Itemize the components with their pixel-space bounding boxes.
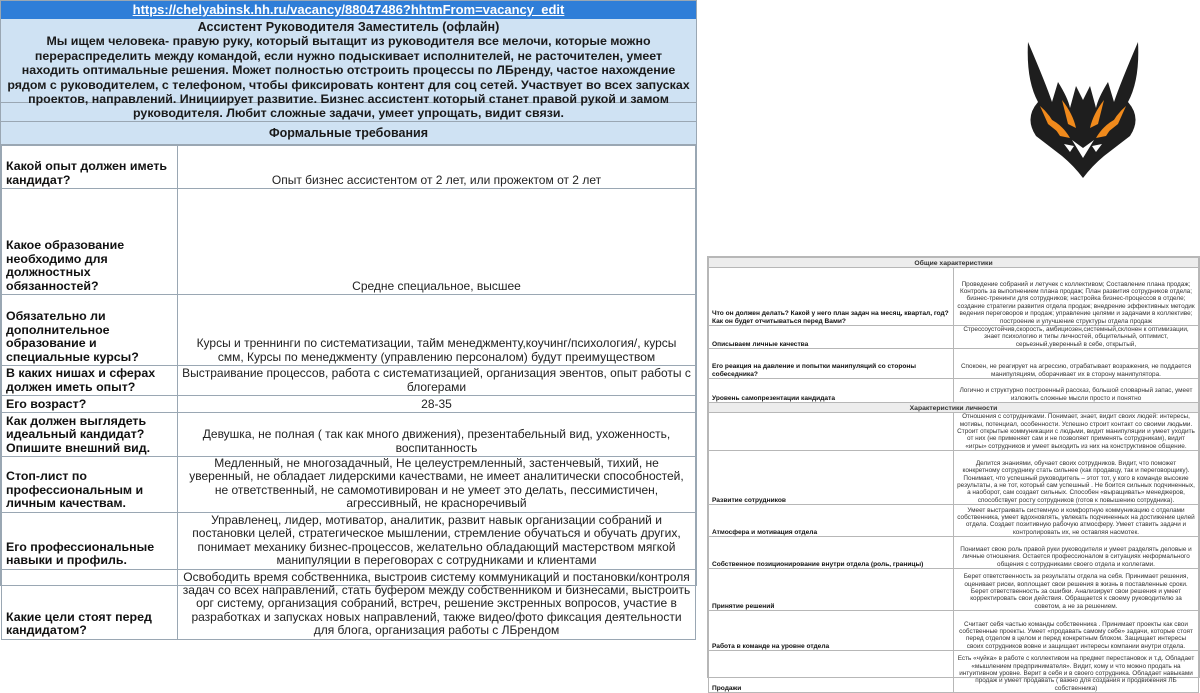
table-row	[2, 146, 696, 189]
answer-cell[interactable]: Есть «чуйка» в работе с коллективом на предмет перестановок и т.д. Обладает «мышлением предпринимателя». Видит, кому и что можно продать на интуитивном уровне. Верит в себя и в своего сотрудника. Обладает навыками продаж и умеет продавать ( важно для создания и продвижения ЛБ собственника)	[954, 651, 1199, 693]
question-cell[interactable]: Уровень самопрезентации кандидата	[709, 379, 954, 403]
table-row	[709, 451, 1199, 505]
answer-cell[interactable]: Считает себя частью команды собственника . Принимает проекты как свои собственные проекты. Умеет «продавать самому себе» задачи, которые стоят перед отделом в целом и перед конкретным блоком. Защищает интересы своих сотрудников вовне и защищает интересы компании внутри отдела.	[954, 611, 1199, 651]
answer-cell[interactable]: Опыт бизнес ассистентом от 2 лет, или прожектом от 2 лет	[178, 146, 696, 189]
answer-cell[interactable]: Стрессоустойчив,скорость, амбициозен,системный,склонен к оптимизации, знает психологию и типы личностей, общительный, оптимист, серьезный,уверенный в себе, открытый,	[954, 326, 1199, 349]
question-cell[interactable]: Как должен выглядеть идеальный кандидат? Опишите внешний вид.	[2, 413, 178, 457]
question-cell[interactable]: Какие цели стоят перед кандидатом?	[2, 569, 178, 639]
question-cell[interactable]: В каких нишах и сферах должен иметь опыт?	[2, 366, 178, 396]
answer-cell[interactable]: Спокоен, не реагирует на агрессию, отрабатывает возражения, не поддается манипуляциям, оборачивает их в сторону манипулятора.	[954, 349, 1199, 379]
section-title: Формальные требования	[1, 122, 696, 145]
question-cell[interactable]: Обязательно ли дополнительное образование и специальные курсы?	[2, 295, 178, 366]
vacancy-description: Мы ищем человека- правую руку, который вытащит из руководителя все мелочи, которые можно перераспределить между командой, если нужно подыскивает исполнителей, не расточителен, умеет находить оптимальные решения. Может полностью отстроить процессы по ЛБренду, частое нахождение рядом с руководителем, с телефоном, чтобы фиксировать контент для соц сетей. Участвует во всех запусках проектов, направлений. Инициирует развитие. Бизнес ассистент который станет правой рукой и замом руководителя. Любит сложные задачи, умеет упрощать, видит связи.	[7, 34, 690, 121]
personal-header: Характеристики личности	[709, 403, 1199, 413]
characteristics-table	[708, 257, 1199, 693]
answer-cell[interactable]: Курсы и треннинги по систематизации, тайм менеджменту,коучинг/психология/, курсы смм, Курсы по менеджменту (управлению персоналом) будут преимуществом	[178, 295, 696, 366]
question-cell[interactable]: Стоп-лист по профессиональным и личным качествам.	[2, 457, 178, 513]
table-row	[709, 569, 1199, 611]
table-row	[2, 189, 696, 295]
question-cell[interactable]: Атмосфера и мотивация отдела	[709, 505, 954, 537]
answer-cell[interactable]: Девушка, не полная ( так как много движения), презентабельный вид, ухоженность, воспитанность	[178, 413, 696, 457]
question-cell[interactable]: Его реакция на давление и попытки манипуляций со стороны собеседника?	[709, 349, 954, 379]
answer-cell[interactable]: Логично и структурно построенный рассказ, большой словарный запас, умеет изложить сложные мысли просто и понятно	[954, 379, 1199, 403]
table-row	[2, 413, 696, 457]
characteristics-sheet	[707, 256, 1200, 692]
question-cell[interactable]: Какое образование необходимо для должностных обязанностей?	[2, 189, 178, 295]
question-cell[interactable]: Продажи	[709, 651, 954, 693]
answer-cell[interactable]: Делится знаниями, обучает своих сотрудников. Видит, что поможет конкретному сотруднику стать сильнее (как продавцу, так и переговорщику). Понимает, что успешный руководитель – этот тот, у кого в команде высокие результаты, а не тот, который сам успешный . Не боится сильных подчиненных, а наоборот, сам создает сильных. Способен «выращивать» менеджеров, способствует росту сотрудников (готов к повышению сотрудника).	[954, 451, 1199, 505]
table-row	[709, 413, 1199, 451]
answer-cell[interactable]: Выстраивание процессов, работа с систематизацией, организация эвентов, опыт работы с блогерами	[178, 366, 696, 396]
table-row	[709, 611, 1199, 651]
question-cell[interactable]: Принятие решений	[709, 569, 954, 611]
answer-cell[interactable]: 28-35	[178, 396, 696, 413]
question-cell[interactable]: Описываем личные качества	[709, 326, 954, 349]
table-row	[2, 457, 696, 513]
question-cell[interactable]: Его профессиональные навыки и профиль.	[2, 512, 178, 569]
vacancy-title: Ассистент Руководителя Заместитель (офлайн)	[197, 20, 500, 34]
table-row	[2, 512, 696, 569]
table-row	[709, 379, 1199, 403]
question-cell[interactable]: Собственное позиционирование внутри отдела (роль, границы)	[709, 537, 954, 569]
question-cell[interactable]: Развитие сотрудников	[709, 451, 954, 505]
requirements-table	[1, 145, 696, 640]
general-header: Общие характеристики	[709, 258, 1199, 268]
answer-cell[interactable]: Управленец, лидер, мотиватор, аналитик, развит навык организации собраний и постановки целей, стратегическое мышлении, стремление обучаться и обучать других, понимает механику бизнес-процессов, желательно обладающий мастерством мягкой манипуляции в переговорах с сотрудниками и клиентами	[178, 512, 696, 569]
table-row	[2, 396, 696, 413]
table-row	[709, 403, 1199, 413]
question-cell[interactable]: Какой опыт должен иметь кандидат?	[2, 146, 178, 189]
answer-cell[interactable]: Медленный, не многозадачный, Не целеустремленный, застенчевый, тихий, не уверенный, не обладает лидерскими качествами, не имеет аналитически способностей, не ответственный, не самомотивирован и не умеет это делать, пессимистичен, агрессивный, не красноречивый	[178, 457, 696, 513]
answer-cell[interactable]: Средне специальное, высшее	[178, 189, 696, 295]
answer-cell[interactable]: Освободить время собственника, выстроив систему коммуникаций и постановки/контроля задач со всех направлений, стать буфером между собственником и бизнесами, выстроить орг систему, организация собраний, встреч, решение экстренных вопросов, участие в разработках и запусках новых направлений, также видео/фото фиксация деятельности для блога, организация работы с ЛБрендом	[178, 569, 696, 639]
question-cell[interactable]	[709, 413, 954, 451]
answer-cell[interactable]: Отношения с сотрудниками. Понимает, знает, видит своих людей: интересы, мотивы, потенциал, особенности. Успешно строит контакт со своими людьми. Строит открытые коммуникации с людьми, видит манипуляции и умеет уходить от них (не применяет сам и не позволяет применять сотрудникам), видит «игры» сотрудников и умеет выходить из них на конструктивное общение.	[954, 413, 1199, 451]
wolf-logo-icon	[1018, 40, 1148, 180]
question-cell[interactable]: Работа в команде на уровне отдела	[709, 611, 954, 651]
table-row	[709, 537, 1199, 569]
table-row	[709, 349, 1199, 379]
answer-cell[interactable]: Умеет выстраивать системную и комфортную коммуникацию с отделами собственника, умеет вдохновлять, увлекать подчиненных на достижение целей отдела. Создает позитивную рабочую атмосферу. Умеет ставить задачи и контролировать их, не оставляя насмотек.	[954, 505, 1199, 537]
answer-cell[interactable]: Проведение собраний и летучек с коллективом; Составление плана продаж; Контроль за выполнением плана продаж; План развития сотрудников отдела; бизнес-тренинги для сотрудников; настройка бизнес-процессов в отделе; создание стратегии развития отдела продаж; внедрение эффективных методик ведения переговоров и продаж; управление целями и задачами в коллективе; построение и улучшение структуры отдела продаж	[954, 268, 1199, 326]
table-row	[709, 326, 1199, 349]
table-row	[709, 258, 1199, 268]
table-row	[709, 651, 1199, 693]
answer-cell[interactable]: Берет ответственность за результаты отдела на себя. Принимает решения, оценивает риски, воплощает свои решения в жизнь в поставленные сроки. Берет ответственность за ошибки. Анализирует свои решения и умеет корректировать свои действия. Обращается к своему руководителю за советом, а не за решением.	[954, 569, 1199, 611]
question-cell[interactable]: Что он должен делать? Какой у него план задач на месяц, квартал, год? Как он будет отчитываться перед Вами?	[709, 268, 954, 326]
table-row	[709, 268, 1199, 326]
vacancy-link[interactable]: https://chelyabinsk.hh.ru/vacancy/88047486?hhtmFrom=vacancy_edit	[1, 1, 696, 19]
question-cell[interactable]: Его возраст?	[2, 396, 178, 413]
vacancy-intro	[1, 19, 696, 121]
table-row	[2, 569, 696, 639]
answer-cell[interactable]: Понимает свою роль правой руки руководителя и умеет разделять деловые и личные отношения. Остается профессионалом в ситуациях неформального общения с сотрудниками своего отдела и коллегами.	[954, 537, 1199, 569]
table-row	[2, 295, 696, 366]
table-row	[709, 505, 1199, 537]
table-row	[2, 366, 696, 396]
